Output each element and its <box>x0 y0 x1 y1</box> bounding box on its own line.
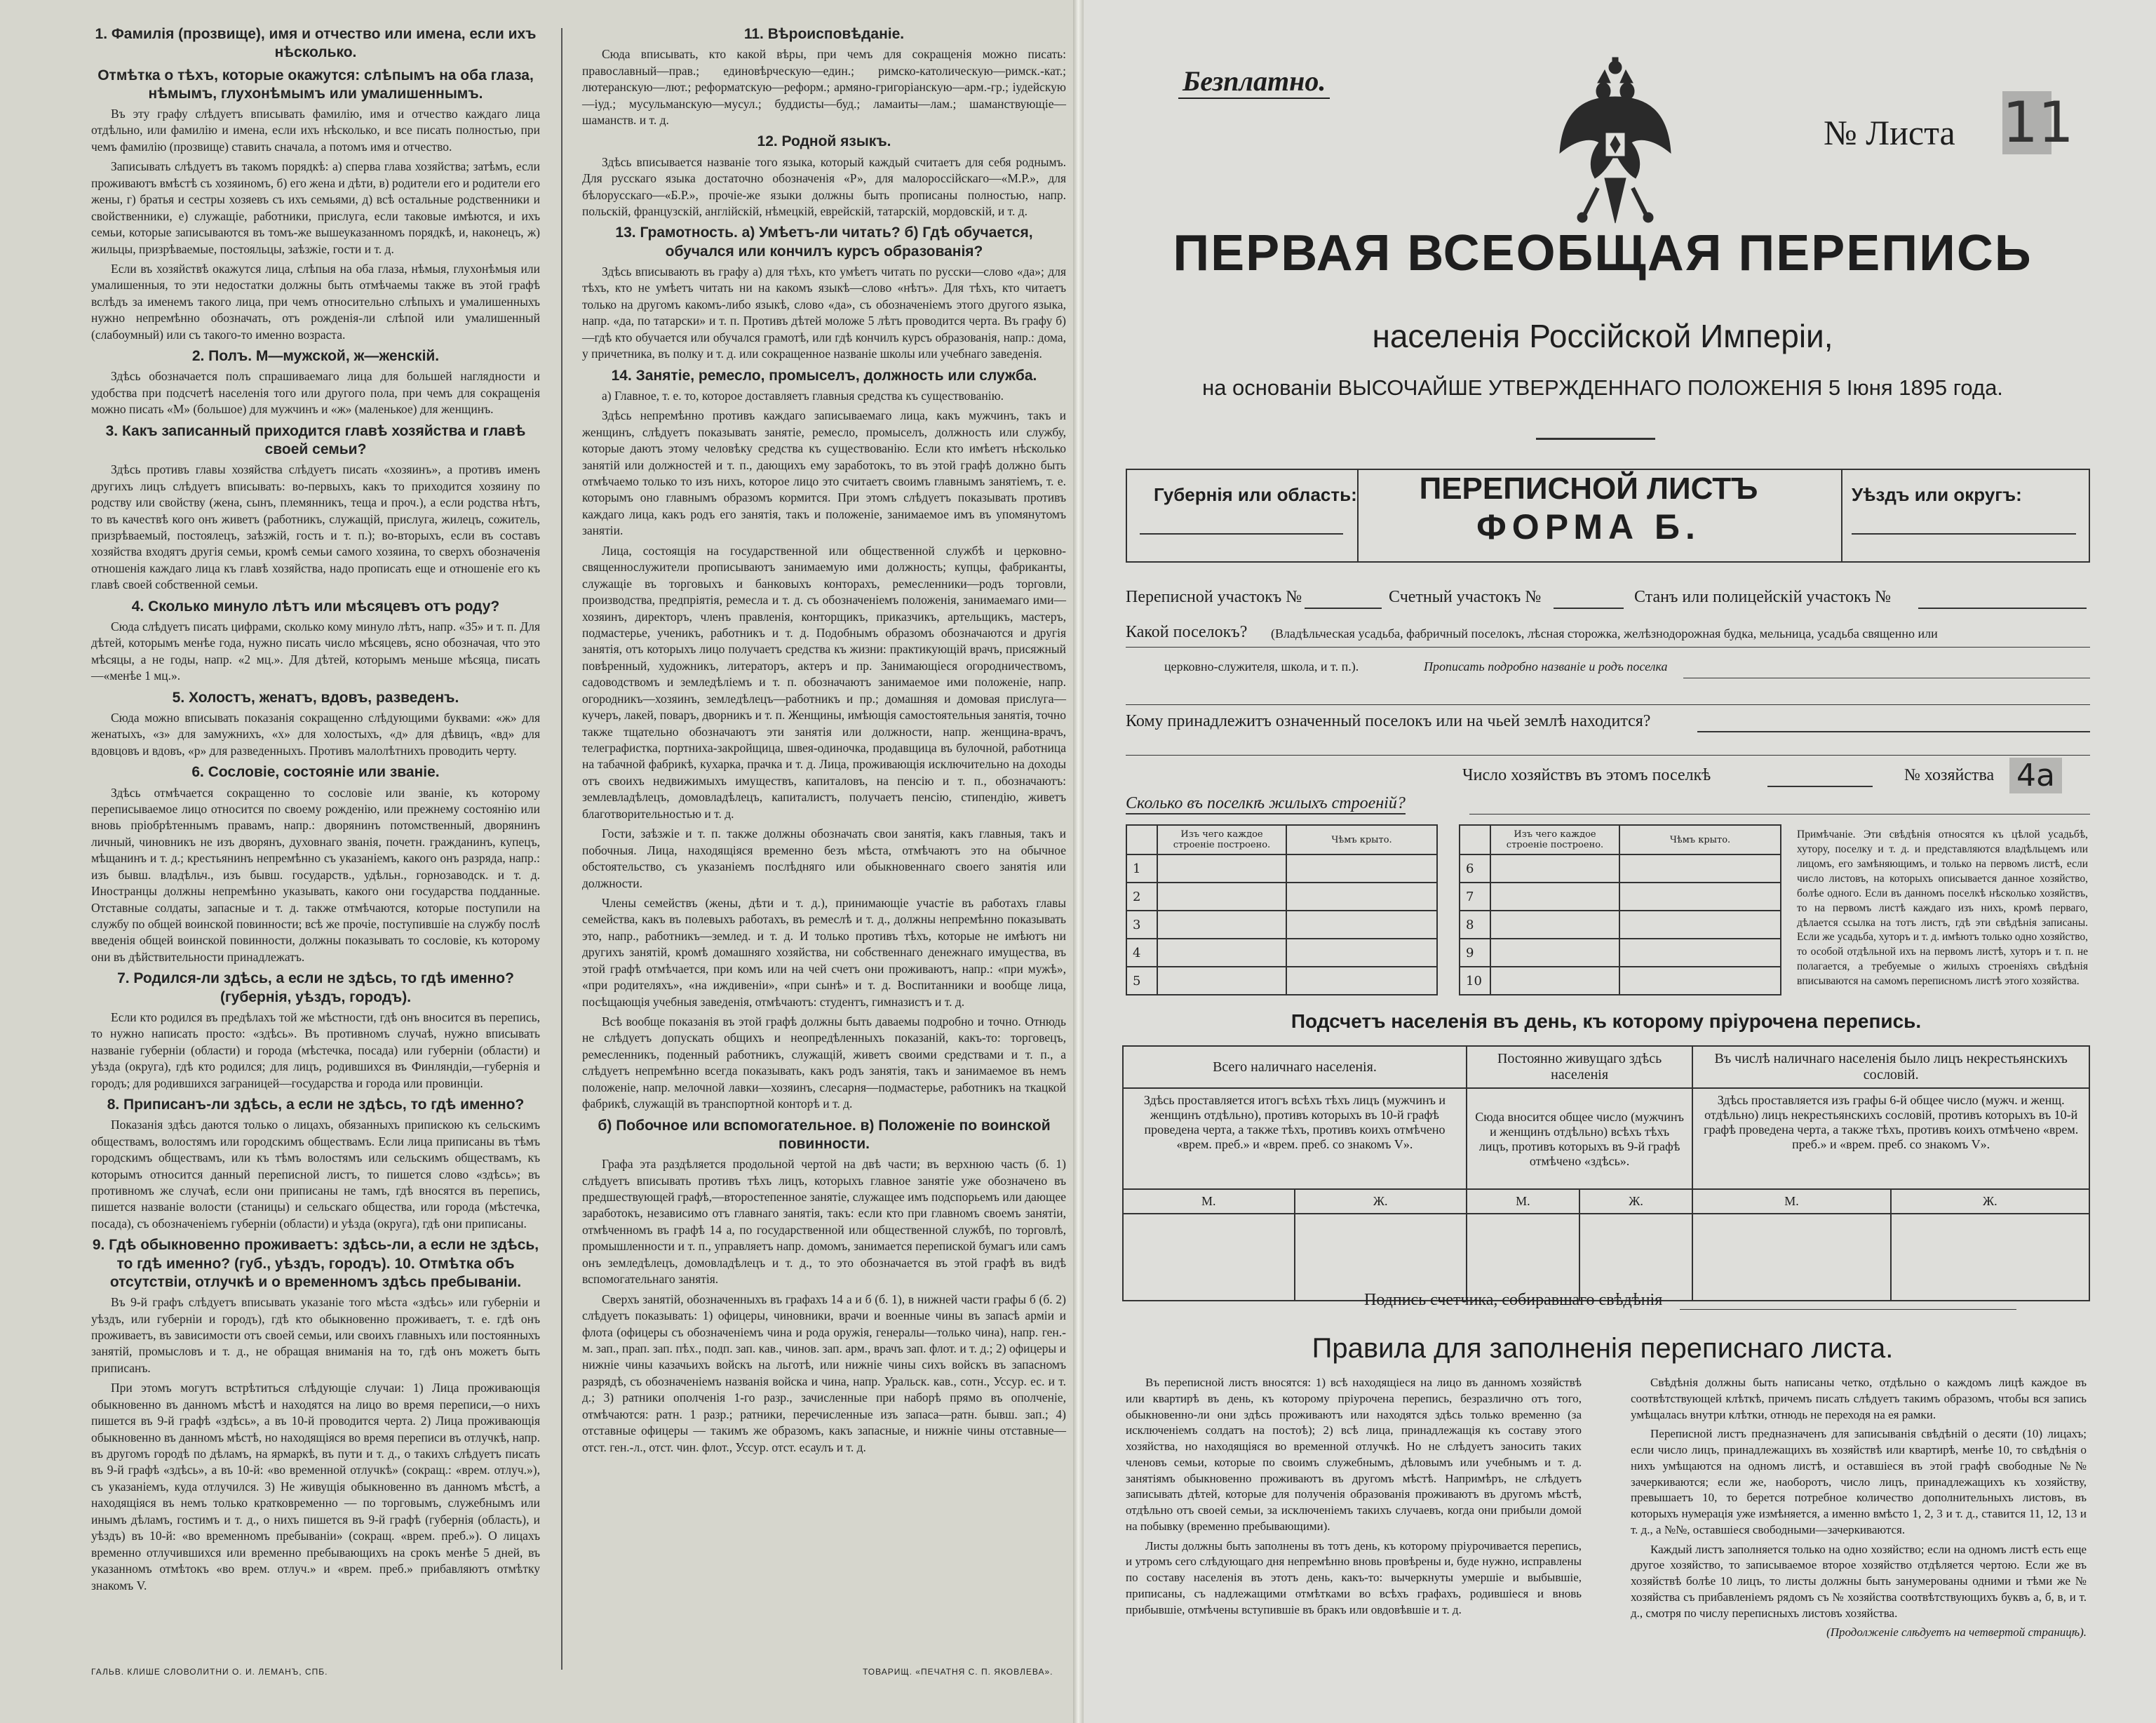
camp-label: Станъ или полицейскій участокъ № <box>1634 588 1892 606</box>
pop-resident-f: Ж. <box>1579 1189 1692 1214</box>
households-label: Число хозяйствъ въ этомъ поселкѣ <box>1462 766 1711 784</box>
paragraph: Здѣсь отмѣчается сокращенно то сословіе или званіе, къ которому переписываемое лицо относится по своему рожденію, или прежнему состоянію или вновь пріобрѣтеннымъ правамъ, напр.: дворянинъ потомственный, дворянинъ личный, чиновникъ не изъ дворянъ, духовнаго званія, почетн. гражданинъ, купецъ, мѣщанинъ и т. д.; крестьянинъ непремѣнно съ указаніемъ, какого онъ разряда, напр.: изъ бывш. владѣльч., изъ бывш. государств., удѣльн., горнозаводск. и т. д. Иностранцы должны непремѣнно указывать, какого они государства подданные. Отставные солдаты, запасные и т. д. также отмѣчаются, которые поступили на службу по общей воинской повинности; всѣ же прочіе, поступившіе на службу послѣ введенія общей воинской повинности, должны показывать то сословіе, къ которому они въ дѣйствительности принадлежатъ. <box>91 785 540 964</box>
building-row-number: 5 <box>1126 967 1157 995</box>
building-material-cell[interactable] <box>1490 967 1619 995</box>
bldg-no-head <box>1126 825 1157 854</box>
settlement-label: Какой поселокъ? <box>1126 623 1248 641</box>
section-heading: 5. Холостъ, женатъ, вдовъ, разведенъ. <box>172 689 459 706</box>
building-row-number: 9 <box>1460 939 1490 967</box>
pop-value-row <box>1123 1214 2089 1301</box>
section-heading: 8. Приписанъ-ли здѣсь, а если не здѣсь, то гдѣ именно? <box>107 1097 525 1113</box>
paragraph: Здѣсь противъ главы хозяйства слѣдуетъ писать «хозяинъ», а противъ именъ другихъ лицъ слѣдуетъ вписывать: во-первыхъ, какъ то приходится хозяину по родству или свойству (жена, сынъ, племянникъ, теща и проч.), а если родства нѣтъ, то въ качествѣ кого онъ живетъ (работникъ, служащій, прислуга, жилецъ, сожитель, призрѣваемый, постоялецъ, заѣзжій, гость и т. п.); во-вторыхъ, если въ составъ хозяйства входятъ другія семьи, кромѣ семьи самого хозяина, то сверхъ обозначенія отношенія каждаго лица къ главѣ хозяйства, надо прописать еще и отношеніе его къ главѣ своей собственной семьи. <box>91 462 540 592</box>
settlement-hint-1: (Владѣльческая усадьба, фабричный поселокъ, лѣсная сторожка, желѣзнодорожная будка, мельница, усадьба священно или <box>1271 626 1938 641</box>
form-letter: ФОРМА Б. <box>1476 507 1701 547</box>
pop-resident-f-value[interactable] <box>1579 1214 1692 1301</box>
household-no-label: № хозяйства <box>1904 766 1995 784</box>
rule-paragraph: Листы должны быть заполнены въ тотъ день, къ которому пріурочивается перепись, и утромъ сего слѣдующаго дня непремѣнно вновь провѣрены и, буде нужно, исправлены по составу населенія въ этотъ день, какъ-то: вычеркнуты умершіе и выбывшіе, приписаны, съ надлежащими отмѣтками во всѣхъ графахъ, родившіеся и вновь прибывшіе, отмѣчены вступившіе въ бракъ или овдовѣвшіе и т. д. <box>1126 1538 1582 1616</box>
bldg-roof-head-b: Чѣмъ крыто. <box>1619 825 1781 854</box>
section-heading: б) Побочное или вспомогательное. в) Положеніе по воинской повинности. <box>598 1117 1051 1152</box>
building-row <box>1460 911 1781 939</box>
pop-nonpeasant-f: Ж. <box>1891 1189 2089 1214</box>
census-title: ПЕРВАЯ ВСЕОБЩАЯ ПЕРЕПИСЬ <box>1173 225 2033 281</box>
building-roof-cell[interactable] <box>1286 967 1437 995</box>
count-section-label: Счетный участокъ № <box>1389 588 1542 606</box>
section-heading: 11. Вѣроисповѣданіе. <box>743 26 905 42</box>
paragraph: Показанія здѣсь даются только о лицахъ, обязанныхъ припискою къ сельскимъ обществамъ, волостямъ или городскимъ обществамъ. Если лица приписаны въ тѣмъ городскимъ обществамъ, или къ тѣмъ волостямъ или сельскимъ обществамъ, къ которымъ относится данный переписной листъ, то пишется слово «здѣсь»; въ противномъ же случаѣ, если они приписаны не тамъ, гдѣ вносятся въ перепись, пишется названіе волости (станицы) и сельскаго общества, или города (мѣстечка, посада), съ обозначеніемъ губерніи (области) и уѣзда (округа), гдѣ они приписаны. <box>91 1118 540 1231</box>
owner-field-2[interactable] <box>1126 755 2090 756</box>
section-heading: 7. Родился-ли здѣсь, а если не здѣсь, то гдѣ именно? (губернія, уѣздъ, городъ). <box>117 970 514 1005</box>
building-row-number: 1 <box>1126 854 1157 883</box>
building-roof-cell[interactable] <box>1619 883 1781 911</box>
form-title <box>1357 471 1820 547</box>
pop-total-head: Всего наличнаго населенія. <box>1123 1046 1467 1088</box>
pop-total-f: Ж. <box>1295 1189 1467 1214</box>
paragraph: Всѣ вообще показанія въ этой графѣ должны быть даваемы подробно и точно. Отнюдь не слѣдуетъ допускать общихъ и неопредѣленныхъ показаній, какъ-то: торговецъ, ремесленникъ, поденный работникъ, служащій, живетъ своими средствами и т. п., а слѣдуетъ непремѣнно всегда показывать, какъ родъ занятія, такъ и занимаемое въ немъ положеніе, напр. мелочной лавки—хозяинъ, слесарня—подмастерье, работникъ на ткацкой фабрикѣ, служащій въ транспортной конторѣ и т. д. <box>582 1014 1066 1111</box>
header-right-rule <box>2089 469 2090 563</box>
building-material-cell[interactable] <box>1157 854 1286 883</box>
pop-nonpeasant-m-value[interactable] <box>1692 1214 1890 1301</box>
paragraph: Въ эту графу слѣдуетъ вписывать фамилію, имя и отчество каждаго лица отдѣльно, или фамилію и имена, если ихъ нѣсколько, и все писать полностью, при чемъ фамилію (прозвище) ставить сначала, а потомъ имя и отчество. <box>91 107 540 154</box>
settlement-field-1[interactable] <box>1126 647 2090 648</box>
settlement-hint-3: Прописать подробно названіе и родъ поселка <box>1424 659 1668 673</box>
building-roof-cell[interactable] <box>1286 911 1437 939</box>
pop-sex-row <box>1123 1189 2089 1214</box>
header-left-rule <box>1126 469 1127 563</box>
paragraph: При этомъ могутъ встрѣтиться слѣдующіе случаи: 1) Лица проживающія обыкновенно въ данномъ мѣстѣ и находятся на лицо во время переписи,—о нихъ пишется въ 9-й графѣ «здѣсь», а въ 10-й проводится черта. 2) Лица проживающія обыкновенно въ данномъ мѣстѣ, но находящіяся во время переписи въ отлучкѣ, напр. въ другомъ городѣ по дѣламъ, на ярмаркѣ, въ пути и т. д., о такихъ слѣдуетъ писать въ 9-й графѣ «здѣсь», а въ 10-й: «во временной отлучкѣ» (сокращ.: «врем. отлуч.»), съ указаніемъ, куда отлучился. 3) Не живущія обыкновенно въ данномъ мѣстѣ, а находящіяся въ немъ только кратковременно — по торговымъ, служебнымъ или инымъ дѣламъ, гостимъ и т. д., о нихъ пишется въ 9-й графѣ (губернія (область), и уѣздъ) въ 10-й: «во временномъ пребываніи» (сокращ. «врем. преб.»). О лицахъ временно отлучившихся или временно пребывающихъ на срокъ менѣе 5 дней, въ указанномъ отмѣтокъ «во врем. отлуч.» и «врем. преб.» прибавляютъ отмѣтку знакомъ V. <box>91 1381 540 1593</box>
header-divider-2 <box>1841 469 1842 563</box>
district-field[interactable] <box>1852 533 2076 535</box>
buildings-table-b-header <box>1460 825 1781 854</box>
bldg-material-head: Изъ чего каждое строеніе построено. <box>1157 825 1286 854</box>
building-material-cell[interactable] <box>1490 883 1619 911</box>
building-roof-cell[interactable] <box>1286 854 1437 883</box>
pop-resident-head: Постоянно живущаго здѣсь населенія <box>1467 1046 1692 1088</box>
pop-total-m-value[interactable] <box>1123 1214 1295 1301</box>
pop-head-row <box>1123 1046 2089 1088</box>
building-row-number: 10 <box>1460 967 1490 995</box>
paragraph: Сюда можно вписывать показанія сокращенно слѣдующими буквами: «ж» для женатыхъ, «з» для замужнихъ, «х» для холостыхъ, «д» для дѣвицъ, «вд» для вдовцовъ и вдовъ, «р» для разведенныхъ. Противъ малолѣтнихъ проводить черту. <box>91 710 540 758</box>
building-row-number: 8 <box>1460 911 1490 939</box>
province-field[interactable] <box>1140 533 1343 535</box>
building-material-cell[interactable] <box>1157 911 1286 939</box>
census-subtitle: населенія Россійской Имперіи, <box>1372 318 1833 354</box>
building-roof-cell[interactable] <box>1286 883 1437 911</box>
paragraph: а) Главное, т. е. то, которое доставляетъ главныя средства къ существованію. <box>602 388 1004 403</box>
owner-label: Кому принадлежитъ означенный поселокъ или на чьей землѣ находится? <box>1126 712 1651 730</box>
building-row-number: 2 <box>1126 883 1157 911</box>
building-roof-cell[interactable] <box>1619 911 1781 939</box>
buildings-note: Примѣчаніе. Эти свѣдѣнія относятся къ цѣлой усадьбѣ, хутору, поселку и т. д. и представляются владѣльцемъ или лицомъ, его замѣняющимъ, и только на первомъ листѣ, если число листовъ, на которыхъ описывается данное хозяйство, болѣе одного. Если въ данномъ поселкѣ нѣсколько хозяйствъ, то на первомъ листѣ каждаго изъ нихъ, кромѣ перваго, дѣлается ссылка на тотъ листъ, гдѣ эти свѣдѣнія записаны. Если же усадьба, хуторъ и т. д. имѣютъ только одно хозяйство, то особой отдѣльной ихъ на первомъ листѣ, хуторъ и т. п. не полагается, а требуемые о жилыхъ строеніяхъ свѣдѣнія вписываются на самомъ переписномъ листѣ этого хозяйства. <box>1797 829 2088 988</box>
paragraph: Если въ хозяйствѣ окажутся лица, слѣпыя на оба глаза, нѣмыя, глухонѣмыя или умалишенныя, то эти недостатки должны быть отмѣчаемы также въ этой графѣ вслѣдъ за именемъ такого лица, при чемъ относительно слѣпыхъ и умалишенныхъ нужно непремѣнно обозначать, отъ рожденія-ли слѣпой или умалишенный (слабоумный) или съ такого-то именно возраста. <box>91 261 540 342</box>
signature-label: Подпись счетчика, собиравшаго свѣдѣнія <box>1364 1291 1663 1309</box>
paragraph: Члены семействъ (жены, дѣти и т. д.), принимающіе участіе въ работахъ главы семейства, какъ въ полевыхъ работахъ, въ ремеслѣ и т. д., должны непремѣнно показывать это, напр., работникъ—землед. и т. д. И только противъ тѣхъ, которые не имѣютъ ни другихъ занятій, кромѣ домашняго хозяйства, ни собственнаго денежнаго имущества, въ этой графѣ отмѣчается, при комъ или на чей счетъ они проживаютъ, напр.: «при мужѣ», «при родителяхъ», «на иждивеніи», «при сынѣ» и т. д. Воспитанники и вообще лица, посѣщающія учебныя заведенія, отмѣчаютъ: студентъ, гимназистъ и т. д. <box>582 895 1066 1009</box>
district-label: Уѣздъ или округъ: <box>1852 484 2022 505</box>
section-heading: 3. Какъ записанный приходится главѣ хозяйства и главѣ своей семьи? <box>105 422 526 457</box>
building-row <box>1460 883 1781 911</box>
settlement-hint-2: церковно-служителя, школа, и т. п.). <box>1164 659 1359 673</box>
page-fold <box>1073 0 1084 1723</box>
rule-paragraph: Свѣдѣнія должны быть написаны четко, отдѣльно о каждомъ лицѣ каждое въ соотвѣтствующей клѣткѣ, причемъ писать слѣдуетъ такимъ образомъ, чтобы вся запись умѣщалась внутри клѣтки, отнюдь не переходя на ея рамки. <box>1631 1376 2087 1421</box>
printer-footer-left: ГАЛЬВ. КЛИШЕ СЛОВОЛИТНИ О. И. ЛЕМАНЪ, СПБ. <box>91 1667 328 1677</box>
bldg-no-head-b <box>1460 825 1490 854</box>
paragraph: Сверхъ занятій, обозначенныхъ въ графахъ 14 а и б (б. 1), в нижней части графы б (б. 2) слѣдуетъ показывать: 1) офицеры, чиновники, врачи и военные чины въ запасѣ арміи и флота (офицеры съ обозначеніемъ чина и рода оружія, генералы—только чина), напр. ген.-м. зап., прап. зап. пѣх., подп. зап. кав., чинов. зап. арм., врачъ зап. флот. и т. д.; 2) офицеры и нижніе чины казачьихъ войскъ на льготѣ, или нижніе чины сихъ войскъ въ запасномъ разрядѣ, съ обозначеніемъ названія войска и чина, напр. Уральск. кав., сотн., Уссур. ес. и т. д.; 3) ратники ополченія 1-го разр., зачисленные при наборѣ прямо въ ополченіе, отмѣчаются: ратн. 1 разр.; ратники, перечисленные изъ запаса—ратн. бывш. зап.; 4) отставные офицеры — такимъ же образомъ, какъ запасные, и нижніе чины отставные—отст. ген.-л., отст. чин. флот., Уссур. отст. есаулъ и т. д. <box>582 1292 1066 1454</box>
building-material-cell[interactable] <box>1490 854 1619 883</box>
rule-paragraph: Каждый листъ заполняется только на одно хозяйство; если на одномъ листѣ есть еще другое хозяйство, то записываемое второе хозяйство отдѣляется чертою. Если же въ хозяйствѣ болѣе 10 лицъ, то листы должны быть занумерованы одними и тѣми же № хозяйства съ прибавленіемъ рядомъ съ № хозяйства соотвѣтствующихъ буквъ а, б, в, и т. д., смотря по числу переписныхъ листовъ хозяйства. <box>1631 1542 2087 1620</box>
bldg-material-head-b: Изъ чего каждое строеніе построено. <box>1490 825 1619 854</box>
building-material-cell[interactable] <box>1157 883 1286 911</box>
building-row <box>1126 911 1437 939</box>
pop-nonpeasant-f-value[interactable] <box>1891 1214 2089 1301</box>
pop-nonpeasant-m: М. <box>1692 1189 1890 1214</box>
paragraph: Здѣсь непремѣнно противъ каждаго записываемаго лица, какъ мужчинъ, такъ и женщинъ, слѣдуетъ показывать занятіе, ремесло, промыселъ, должность или службу, которые даютъ этому человѣку средства къ существованію. Если кто имѣетъ нѣсколько занятій или должностей и т. п., дающихъ ему заработокъ, то въ этой графѣ должно быть отмѣчаемо только то изъ нихъ, которое лицо это считаетъ своимъ главнымъ занятіемъ, т. е. которымъ оно главнымъ образомъ кормится. При этомъ слѣдуетъ показывать противъ каждаго лица, какъ родъ его занятія, такъ и положеніе, занимаемое имъ въ упомянутомъ занятіи. <box>582 408 1066 538</box>
building-material-cell[interactable] <box>1490 939 1619 967</box>
building-row <box>1460 854 1781 883</box>
building-roof-cell[interactable] <box>1619 939 1781 967</box>
instructions-page <box>0 0 1073 1723</box>
pop-total-text: Здѣсь проставляется итогъ всѣхъ тѣхъ лицъ (мужчинъ и женщинъ отдѣльно), противъ которыхъ въ 10-й графѣ проведена черта, а также тѣхъ, противъ коихъ отмѣчено «врем. преб.» и «врем. преб. со знакомъ V». <box>1123 1088 1467 1189</box>
instructions-column-2 <box>582 21 1066 1459</box>
camp-field[interactable] <box>1918 608 2087 609</box>
paragraph: Здѣсь обозначается полъ спрашиваемаго лица для большей наглядности и удобства при подсчетѣ населенія того или другого пола, при чемъ для сокращенія можно писать «М» (большое) для мужчинъ и «ж» (маленькое) для женщинъ. <box>91 369 540 417</box>
header-top-rule <box>1126 469 2090 470</box>
building-row <box>1126 854 1437 883</box>
section-heading: 9. Гдѣ обыкновенно проживаетъ: здѣсь-ли, а если не здѣсь, то гдѣ именно? (губ., уѣздъ, городъ). 10. Отмѣтка объ отсутствіи, отлучкѣ и о временномъ здѣсь пребываніи. <box>92 1237 539 1290</box>
building-material-cell[interactable] <box>1157 939 1286 967</box>
pop-total-m: М. <box>1123 1189 1295 1214</box>
pop-resident-text: Сюда вносится общее число (мужчинъ и женщинъ отдѣльно) всѣхъ тѣхъ лицъ, противъ которыхъ въ 9-й графѣ отмѣчено «здѣсь». <box>1467 1088 1692 1189</box>
households-field[interactable] <box>1767 786 1873 787</box>
section-heading: 14. Занятіе, ремесло, промыселъ, должность или служба. <box>611 367 1037 384</box>
header-bottom-rule <box>1126 561 2090 563</box>
building-row-number: 6 <box>1460 854 1490 883</box>
building-roof-cell[interactable] <box>1619 854 1781 883</box>
imperial-eagle-icon <box>1556 55 1675 230</box>
rules-title: Правила для заполненія переписнаго листа. <box>1312 1333 1894 1364</box>
bldg-roof-head: Чѣмъ крыто. <box>1286 825 1437 854</box>
population-table <box>1122 1045 2090 1301</box>
settlement-field-3[interactable] <box>1126 704 2090 705</box>
paragraph: Записывать слѣдуетъ въ такомъ порядкѣ: а) сперва глава хозяйства; затѣмъ, если проживаютъ вмѣстѣ съ хозяиномъ, б) его жена и дѣти, в) родители его и родители его жены, г) братья и сестры хозяевъ съ ихъ семьями, д) всѣ остальные родственники и свойственники, е) служащіе, работники, прислуга, если таковые имѣются, и ихъ семьи, которые записываются въ томъ-же вышеуказанномъ порядкѣ, и, наконецъ, ж) жильцы, призрѣваемые, постояльцы, заѣзжіе, гости и т. д. <box>91 159 540 256</box>
paragraph: Въ 9-й графъ слѣдуетъ вписывать указаніе того мѣста «здѣсь» или губерніи и уѣздъ, или губерніи и городъ), гдѣ кто обыкновенно проживаетъ, т. е. гдѣ онъ проживаетъ, въ зависимости отъ своей семьи, или своихъ главныхъ или постоянныхъ занятій, промысловъ и т. д., не обращая вниманія на то, гдѣ онъ можетъ быть приписанъ. <box>91 1295 540 1375</box>
building-row-number: 3 <box>1126 911 1157 939</box>
continued-note: (Продолженіе слѣдуетъ на четвертой страницѣ). <box>1826 1625 2087 1640</box>
sheet-number-label: № Листа <box>1824 113 1955 152</box>
rules-column-left <box>1126 1375 1582 1621</box>
building-row <box>1126 883 1437 911</box>
census-section-field[interactable] <box>1305 608 1382 609</box>
column-divider <box>561 28 562 1670</box>
free-label: Безплатно. <box>1178 65 1330 99</box>
rule-paragraph: Въ переписной листъ вносятся: 1) всѣ находящіеся на лицо въ данномъ хозяйствѣ или квартирѣ въ день, къ которому пріурочена перепись, безразлично отъ того, обыкновенно-ли они здѣсь проживаютъ или находятся здѣсь только временно (за исключеніемъ солдатъ на постоѣ); 2) всѣ лица, принадлежащія къ составу этого хозяйства, но находящіяся во временной отлучкѣ. Но не слѣдуетъ заносить таких членовъ семьи, которые по своимъ служебнымъ, дѣловымъ или учебнымъ и т. д. занятіямъ обыкновенно проживаютъ въ другомъ мѣстѣ. Напримѣръ, не слѣдуетъ записывать дѣтей, которые для полученія образованія проживаютъ въ другомъ мѣстѣ, отдѣльно отъ своей семьи, за исключеніемъ такихъ случаевъ, когда они прибыли домой на побывку (временно пребывающими). <box>1126 1376 1582 1533</box>
section-heading: Отмѣтка о тѣхъ, которые окажутся: слѣпымъ на оба глаза, нѣмымъ, глухонѣмымъ или умалишеннымъ. <box>97 67 534 102</box>
province-label: Губернія или область: <box>1154 484 1357 505</box>
building-roof-cell[interactable] <box>1619 967 1781 995</box>
section-heading: 2. Полъ. М—мужской, ж—женскій. <box>191 348 440 365</box>
building-row-number: 7 <box>1460 883 1490 911</box>
paragraph: Гости, заѣзжіе и т. п. также должны обозначать свои занятія, какъ главныя, такъ и побочныя. Лица, находящіяся временно безъ мѣста, отмѣчаютъ это на обычное обстоятельство, съ указаніемъ послѣдняго или обыкновеннаго своего занятія или должности. <box>582 826 1066 890</box>
buildings-table-b <box>1459 824 1781 995</box>
building-row <box>1126 939 1437 967</box>
population-caption: Подсчетъ населенія въ день, къ которому пріурочена перепись. <box>1291 1010 1922 1032</box>
count-section-field[interactable] <box>1554 608 1624 609</box>
buildings-table-a <box>1126 824 1438 995</box>
paragraph: Здѣсь вписывають въ графу а) для тѣхъ, кто умѣетъ читать по русски—слово «да»; для тѣхъ, кто не умѣетъ читать ни на какомъ языкѣ—слово «нѣтъ». Для тѣхъ, кто читаетъ только на другомъ какомъ-либо языкѣ, слово «да», съ обозначеніемъ этого другого языка, напр. «да, по татарски» и т. п. Противъ дѣтей моложе 5 лѣтъ проводится черта. Въ графу б)—гдѣ кто обучается или обучался грамотѣ, или гдѣ кончилъ курсъ образованія, напр.: дома, у причетника, въ полку и т. д. или сокращенное названіе школы или учебнаго заведенія. <box>582 264 1066 361</box>
household-no-value[interactable]: 4а <box>2009 758 2062 793</box>
building-row-number: 4 <box>1126 939 1157 967</box>
buildings-table-a-header <box>1126 825 1437 854</box>
building-roof-cell[interactable] <box>1286 939 1437 967</box>
sheet-number-value[interactable]: 11 <box>2002 90 2074 155</box>
form-title-text: ПЕРЕПИСНОЙ ЛИСТЪ <box>1419 471 1758 506</box>
census-section-label: Переписной участокъ № <box>1126 588 1302 606</box>
rules-column-right <box>1631 1375 2087 1644</box>
paragraph: Лица, состоящія на государственной или общественной службѣ и церковно-священнослужители прописываютъ занимаемую ими должность; купцы, фабриканты, служащіе въ торговыхъ и банковыхъ конторахъ, ремесленники—родъ торговли, производства, предпріятія, ремесла и т. д. съ обозначеніемъ положенія, занимаемаго ими—хозяинъ, директоръ, членъ правленія, конторщикъ, приказчикъ, артельщикъ, мастеръ, подмастерье, ученикъ, работникъ и т. д. Подобнымъ образомъ обозначаются и другія занятія, отъ которыхъ лицо получаетъ средства къ жизни: практикующій врачъ, присяжный повѣренный, художникъ, литераторъ, актеръ и пр. Занимающіеся огородничествомъ, садоводствомъ и земледѣліемъ и т. п. обозначаютъ занимаемое ими положеніе, напр. огородникъ—хозяинъ, земледѣлецъ—работникъ и пр.; домашняя и домовая прислуга—кучеръ, лакей, поваръ, дворникъ и т. п. Женщины, имѣющія самостоятельныя занятія, точно также тщательно обозначаютъ эти занятія или должности, напр. женщина-врачъ, телеграфистка, портниха-закройщица, швея-одиночка, продавщица въ булочной, работница на табачной фабрикѣ, кухарка, прачка и т. д. Лица, проживающія исключительно на доходы отъ своихъ недвижимыхъ имуществъ, капиталовъ, на пенсію и т. п., обозначаютъ: землевладѣлецъ, домовладѣлецъ, капиталистъ, получаетъ пенсію, стипендію, живетъ благотворительностью и т. д. <box>582 543 1066 821</box>
printer-footer-right: ТОВАРИЩ. «ПЕЧАТНЯ С. П. ЯКОВЛЕВА». <box>863 1667 1053 1677</box>
paragraph: Если кто родился въ предѣлахъ той же мѣстности, гдѣ онъ вносится въ перепись, то нужно написать просто: «здѣсь». Въ противномъ случаѣ, нужно вписывать названіе губерніи (области) и города (мѣстечка, посада) или губерніи (области) и уѣзда (округа), гдѣ кто родился; для лицъ, родившихся въ Финляндіи,—губернія и городъ; для родившихся заграницей—государства и города или провинціи. <box>91 1010 540 1090</box>
pop-text-row <box>1123 1088 2089 1189</box>
paragraph: Сюда вписывать, кто какой вѣры, при чемъ для сокращенія можно писать: православный—прав.; единовѣрческую—един.; римско-католическую—римск.-кат.; лютеранскую—лют.; реформатскую—реформ.; армяно-григоріанскую—арм.-гр.; іудейскую—іуд.; мусульманскую—мусул.; буддисты—буд.; ламаиты—лам.; шаманствующіе—шаманств. и т. д. <box>582 47 1066 127</box>
paragraph: Здѣсь вписывается названіе того языка, который каждый считаетъ для себя роднымъ. Для русскаго языка достаточно обозначенія «Р», для малороссійскаго—«М.Р.», для бѣлорусскаго—«Б.Р.», прочіе-же языки должны быть прописаны полностью, напр. польскій, французскій, англійскій, нѣмецкій, еврейскій, татарскій, мордовскій, и т. д. <box>582 154 1066 218</box>
section-heading: 4. Сколько минуло лѣтъ или мѣсяцевъ отъ роду? <box>131 598 500 615</box>
section-heading: 13. Грамотность. а) Умѣетъ-ли читать? б) Гдѣ обучается, обучался или кончилъ курсъ образованія? <box>615 224 1033 260</box>
title-divider <box>1536 438 1655 440</box>
building-material-cell[interactable] <box>1157 967 1286 995</box>
legal-basis: на основаніи ВЫСОЧАЙШЕ УТВЕРЖДЕННАГО ПОЛОЖЕНІЯ 5 Іюня 1895 года. <box>1202 375 2003 400</box>
paragraph: Графа эта раздѣляется продольной чертой на двѣ части; въ верхнюю часть (б. 1) слѣдуетъ вписывать противъ тѣхъ лицъ, которыхъ главное занятіе уже обозначено въ предшествующей графѣ,—второстепенное занятіе, служащее имъ подспорьемъ или дающее заработокъ, независимо отъ главнаго занятія, такъ: если кто при главномъ своемъ занятіи, отмѣченномъ въ графѣ 14 а, по государственной или общественной службѣ, по торговлѣ, промышленности и т. п., управляетъ напр. домомъ, занимается перепиской бумагъ или самъ онъ земледѣлецъ, домовладѣлецъ и т. д., то это обозначается въ этой графѣ въ видѣ вспомогательнаго занятія. <box>582 1157 1066 1287</box>
paragraph: Сюда слѣдуетъ писать цифрами, сколько кому минуло лѣтъ, напр. «35» и т. п. Для дѣтей, которымъ менѣе года, нужно писать число мѣсяцевъ, ясно обозначая, что это мѣсяцы, а не годы, напр. «2 мц.». Для дѣтей, которымъ меньше мѣсяца, писать—«менѣе 1 мц.». <box>91 619 540 683</box>
owner-field-1[interactable] <box>1697 731 2090 732</box>
building-material-cell[interactable] <box>1490 911 1619 939</box>
section-heading: 1. Фамилія (прозвище), имя и отчество или имена, если ихъ нѣсколько. <box>95 26 537 61</box>
pop-nonpeasant-head: Въ числѣ наличнаго населенія было лицъ некрестьянскихъ сословій. <box>1692 1046 2089 1088</box>
section-heading: 6. Сословіе, состояніе или званіе. <box>191 764 440 781</box>
section-heading: 12. Родной языкъ. <box>757 133 891 150</box>
pop-resident-m-value[interactable] <box>1467 1214 1579 1301</box>
building-row <box>1460 967 1781 995</box>
buildings-label: Сколько въ поселкѣ жилыхъ строеній? <box>1126 794 1406 814</box>
pop-total-f-value[interactable] <box>1295 1214 1467 1301</box>
rule-paragraph: Переписной листъ предназначенъ для записыванія свѣдѣній о десяти (10) лицахъ; если число лицъ, принадлежащихъ въ хозяйствѣ или квартирѣ, менѣе 10, то свѣдѣнія о нихъ умѣщаются на одномъ листѣ, и оставшіеся въ этой графѣ свободные №№ зачеркиваются; если же, наоборотъ, число лицъ, принадлежащихъ къ хозяйству, превышаетъ 10, то берется потребное количество дополнительныхъ листовъ, въ которыхъ нумерація уже измѣняется, а именно вмѣсто 1, 2, 3 и т. д., ставится 11, 12, 13 и т. д., а №№, оставшіеся свободными—зачеркиваются. <box>1631 1427 2087 1536</box>
signature-field[interactable] <box>1680 1309 2016 1310</box>
pop-nonpeasant-text: Здѣсь проставляется изъ графы 6-й общее число (мужч. и женщ. отдѣльно) лицъ некрестьянскихъ сословій, противъ которыхъ въ 10-й графѣ проведена черта, а также тѣхъ, противъ коихъ отмѣчено «врем. преб.» и «врем. преб. со знакомъ V». <box>1692 1088 2089 1189</box>
building-row <box>1126 967 1437 995</box>
pop-resident-m: М. <box>1467 1189 1579 1214</box>
instructions-column-1 <box>91 21 540 1597</box>
building-row <box>1460 939 1781 967</box>
